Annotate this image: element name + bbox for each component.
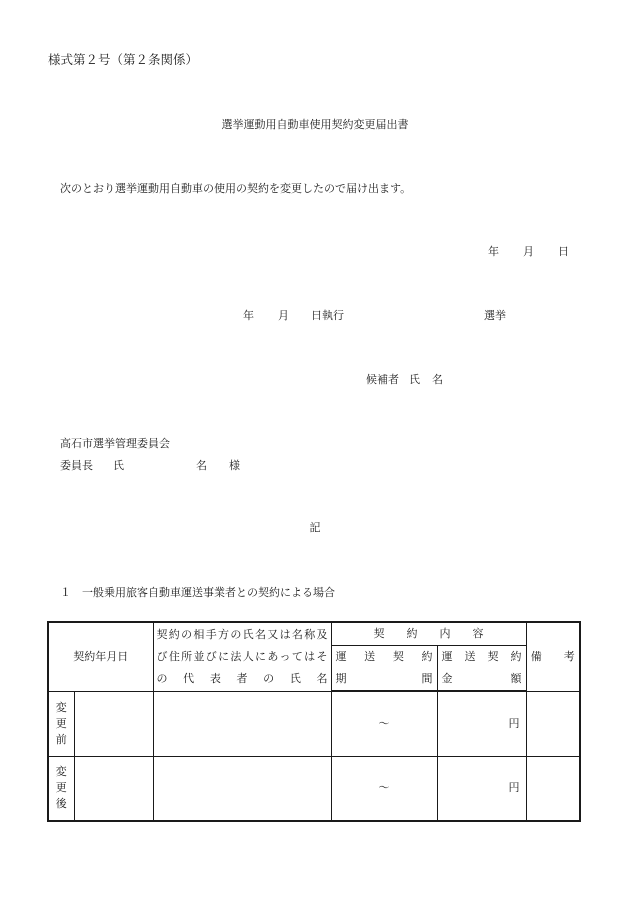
header-transport-amount [437,646,526,692]
row-label-char: 更 [55,781,67,795]
chair-shi: 氏 [113,459,124,472]
candidate-shi: 氏 [409,373,420,386]
document-title: 選挙運動用自動車使用契約変更届出書 [221,118,409,131]
header-amount-line: 金 額 [441,672,522,685]
candidate-label: 候補者 [366,373,399,386]
date-month: 月 [523,245,534,258]
yen-unit: 円 [508,781,520,795]
election-label: 選挙 [484,309,506,322]
header-party-line: 契約の相手方の氏名又は名称及 [156,627,328,641]
addressee-chair-line [60,457,240,473]
header-party-line: の 代 表 者 の 氏 名 [156,671,328,685]
row-label-char: 前 [55,732,67,746]
execution-line [243,307,506,323]
row-label-char: 変 [55,765,67,779]
header-remarks: 備 考 [526,622,580,691]
row-label-char: 更 [55,716,67,730]
cell-contract-date[interactable] [74,756,153,821]
row-label-char: 変 [55,700,67,714]
contract-table [47,621,581,822]
header-contract-party [153,622,331,691]
addressee-org: 高石市選挙管理委員会 [60,437,170,450]
header-party-line: び住所並びに法人にあってはそ [156,649,328,663]
date-year: 年 [488,245,499,258]
table-row-before [48,691,580,756]
cell-transport-period[interactable] [331,691,437,756]
cell-contract-party[interactable] [153,756,331,821]
candidate-line [366,371,443,387]
row-label-after [48,756,74,821]
chair-sama: 様 [229,459,240,472]
candidate-mei: 名 [432,373,443,386]
cell-remarks[interactable] [526,756,580,821]
period-tilde: ～ [378,716,390,730]
header-period-line: 運 送 契 約 [335,650,433,663]
exec-month: 月 [278,309,289,322]
header-contract-date: 契約年月日 [48,622,153,691]
chair-label: 委員長 [60,459,93,472]
yen-unit: 円 [508,716,520,730]
cell-remarks[interactable] [526,691,580,756]
chair-mei: 名 [196,459,207,472]
header-transport-period [331,646,437,692]
header-period-line: 期 間 [335,672,433,685]
cell-contract-date[interactable] [74,691,153,756]
exec-year: 年 [243,309,254,322]
row-label-char: 後 [55,797,67,811]
section-1-heading: １ 一般乗用旅客自動車運送事業者との契約による場合 [60,586,335,599]
cell-contract-party[interactable] [153,691,331,756]
cell-transport-amount[interactable] [437,691,526,756]
ki-heading: 記 [309,521,321,534]
table-row-after [48,756,580,821]
intro-text: 次のとおり選挙運動用自動車の使用の契約を変更したので届け出ます。 [60,182,412,195]
date-day: 日 [558,245,569,258]
cell-transport-period[interactable] [331,756,437,821]
cell-transport-amount[interactable] [437,756,526,821]
row-label-before [48,691,74,756]
exec-day: 日執行 [311,309,344,322]
date-line [488,243,569,259]
form-number: 様式第２号（第２条関係） [48,52,199,67]
header-contract-content: 契 約 内 容 [331,622,526,646]
header-amount-line: 運 送 契 約 [441,650,522,663]
period-tilde: ～ [378,781,390,795]
